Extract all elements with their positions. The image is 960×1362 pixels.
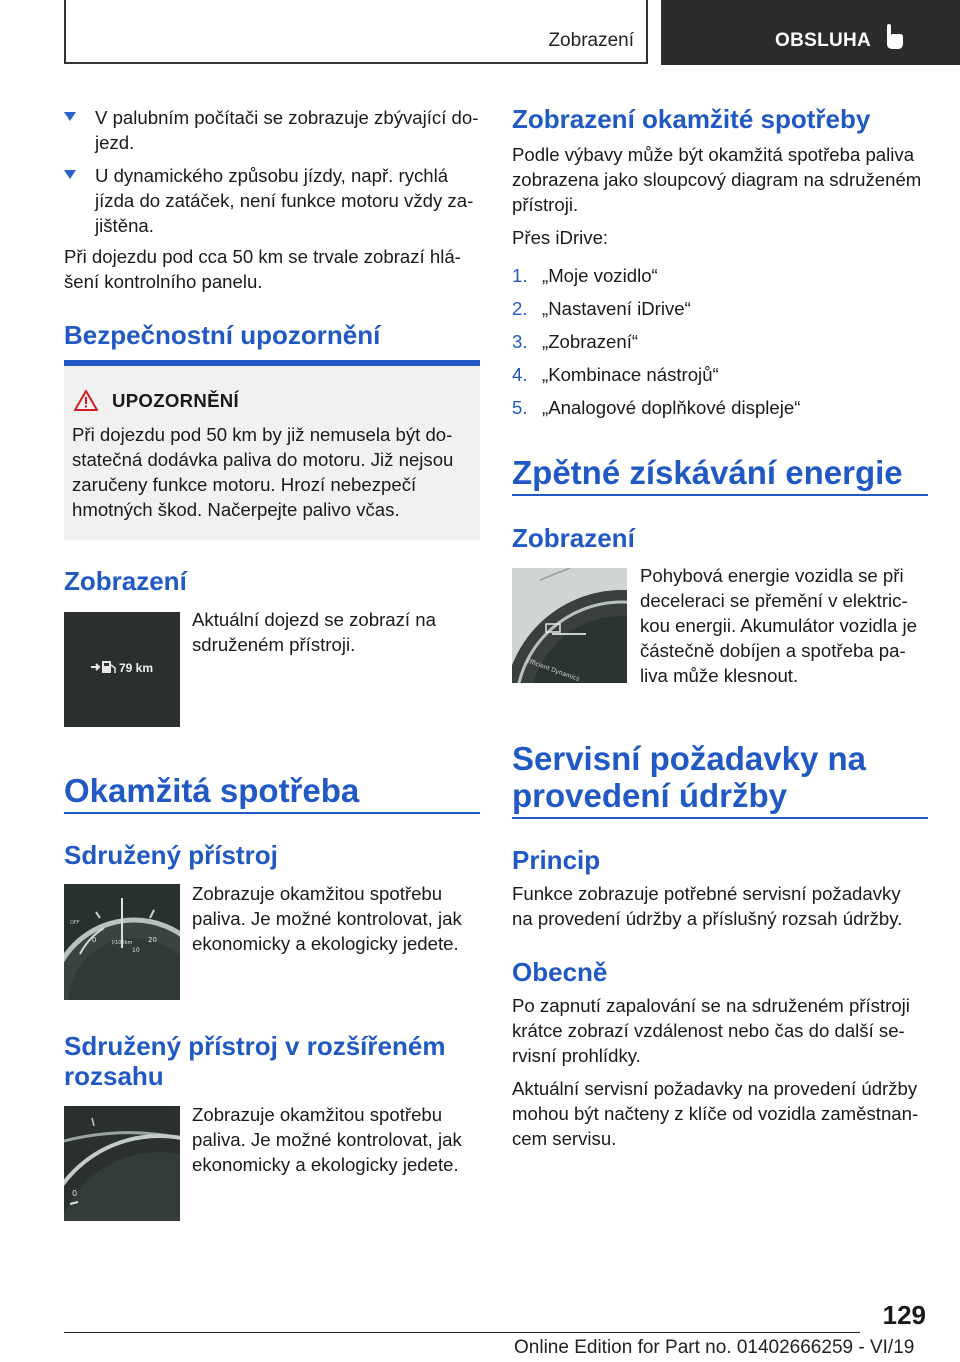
chapter-heading: Servisní požadavky na provedení údržby [512,740,866,814]
svg-text:Efficient Dynamics: Efficient Dynamics [525,657,581,683]
chapter-tab-label: OBSLUHA [775,30,872,51]
page-number: 129 [882,1300,926,1330]
section-heading: Obecně [512,957,608,987]
section-heading: Zobrazení [512,523,635,553]
heading-rule [64,812,480,814]
list-item: 4. „Kombinace nástrojů“ [512,364,719,385]
paragraph: Přes iDrive: [512,227,609,248]
energy-recovery-image [512,568,627,683]
paragraph: Aktuální dojezd se zobrazí na sdruženém přístroji. [192,609,436,655]
section-heading: Sdružený přístroj v rozšířeném rozsahu [64,1031,446,1091]
range-display-image [64,612,180,727]
warning-box [64,360,480,540]
paragraph: Funkce zobrazuje potřebné servisní požadavky na provedení údržby a příslušný rozsah údržby. [512,883,903,929]
section-heading: Sdružený přístroj [64,840,278,870]
svg-text:10: 10 [132,947,140,954]
svg-text:0: 0 [92,936,97,944]
chapter-tab [661,0,960,65]
svg-text:0: 0 [72,1189,78,1198]
triangle-bullet-icon [64,112,76,121]
pointing-hand-icon [883,24,905,50]
chapter-heading: Okamžitá spotřeba [64,772,360,809]
chapter-heading: Zpětné získávání energie [512,454,903,491]
paragraph: Při dojezdu pod cca 50 km se trvale zobrazí hlá- šení kontrolního panelu. [64,246,461,292]
section-heading: Zobrazení okamžité spotřeby [512,104,871,134]
list-item: 2. „Nastavení iDrive“ [512,298,691,319]
section-heading: Bezpečnostní upozornění [64,320,381,350]
svg-text:OFF: OFF [70,920,80,926]
section-heading: Princip [512,845,601,875]
paragraph: Zobrazuje okamžitou spotřebu paliva. Je možné kontrolovat, jak ekonomicky a ekologicky jedete. [192,1104,462,1175]
paragraph: Aktuální servisní požadavky na provedení údržby mohou být načteny z klíče od vozidla zaměstnan- cem servisu. [512,1078,919,1149]
instrument-cluster-image [64,884,180,1000]
section-title: Zobrazení [548,30,634,51]
extended-cluster-image [64,1106,180,1221]
range-display-label: 79 km [119,661,154,675]
list-item: 5. „Analogové doplňkové displeje“ [512,397,801,418]
list-item: 1. „Moje vozidlo“ [512,265,658,286]
steps-list [512,259,928,424]
paragraph: Pohybová energie vozidla se při deceleraci se přemění v elektric- kou energii. Akumulátor vozidla je částečně dobíjen a spotřeba pa- liva může klesnout. [640,565,917,686]
warning-text: Při dojezdu pod 50 km by již nemusela být do- statečná dodávka paliva do motoru. Již nejsou zaručeny funkce motoru. Hrozí nebezpečí hmotných škod. Načerpejte palivo včas. [72,424,454,520]
list-item: 3. „Zobrazení“ [512,331,639,352]
svg-text:20: 20 [148,936,157,944]
triangle-bullet-icon [64,170,76,179]
warning-triangle-icon [74,390,98,411]
warning-bar [64,360,480,366]
heading-rule [512,494,928,496]
section-heading: Zobrazení [64,566,187,596]
heading-rule [512,817,928,819]
paragraph: Po zapnutí zapalování se na sdruženém přístroji krátce zobrazí vzdálenost nebo čas do další se- rvisní prohlídky. [512,995,910,1066]
list-item: V palubním počítači se zobrazuje zbývající do- jezd. [64,105,480,155]
fuel-pump-icon [90,660,118,674]
paragraph: Podle výbavy může být okamžitá spotřeba paliva zobrazena jako sloupcový diagram na sdruženém přístroji. [512,144,922,215]
warning-title: UPOZORNĚNÍ [112,390,239,411]
list-item: U dynamického způsobu jízdy, např. rychlá jízda do zatáček, není funkce motoru vždy za- jištěna. [64,163,480,238]
edition-note: Online Edition for Part no. 01402666259 - VI/19 [514,1337,915,1358]
paragraph: Zobrazuje okamžitou spotřebu paliva. Je možné kontrolovat, jak ekonomicky a ekologicky jedete. [192,883,462,954]
svg-text:l/100km: l/100km [112,940,133,946]
footer-rule [64,1332,860,1333]
